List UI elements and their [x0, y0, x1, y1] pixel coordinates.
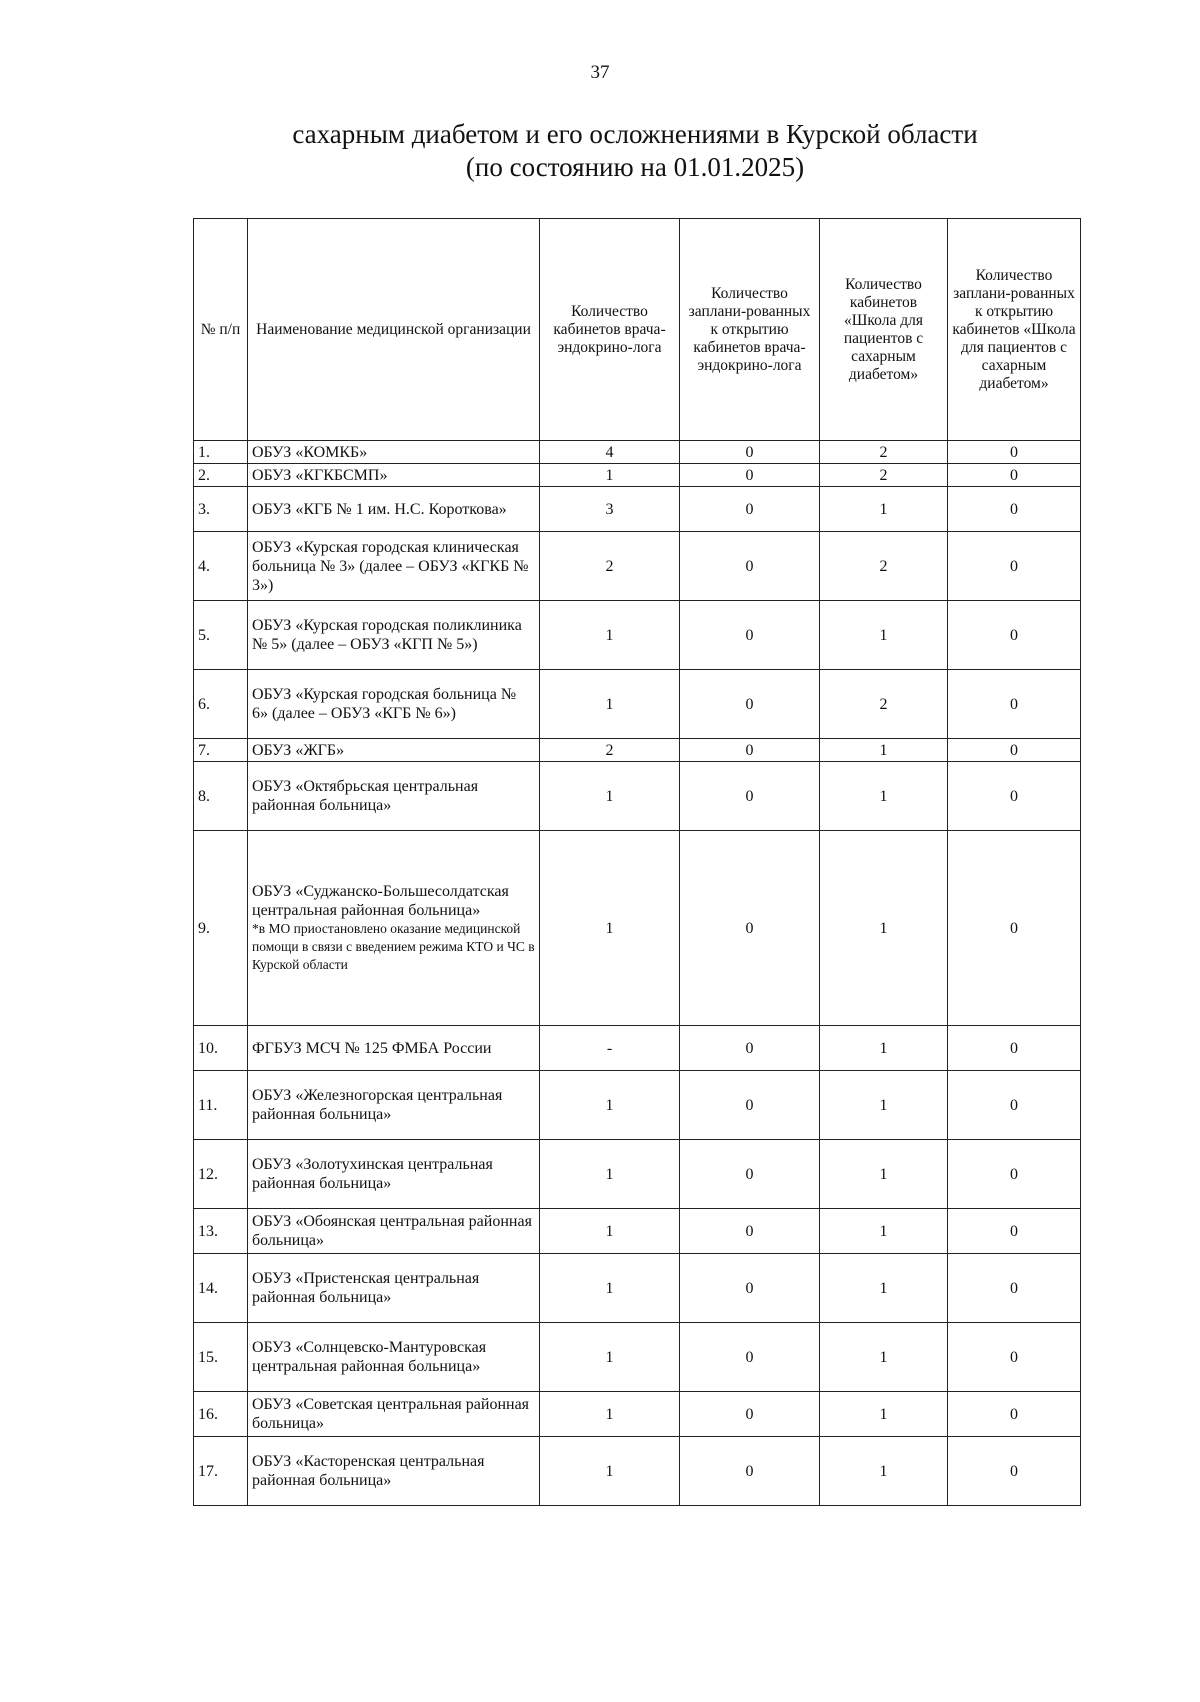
organization-name-cell [248, 1437, 540, 1506]
table-row [194, 441, 1081, 464]
row-number: 15. [194, 1323, 248, 1392]
medical-organizations-table [193, 218, 1081, 1506]
organization-name: ОБУЗ «Курская городская клиническая больница № 3» (далее – ОБУЗ «КГКБ № 3») [252, 538, 529, 594]
row-number: 11. [194, 1071, 248, 1140]
table-row [194, 1254, 1081, 1323]
header-planned-endocrinologist-rooms: Количество заплани-рованных к открытию кабинетов врача-эндокрино-лога [680, 219, 820, 441]
title-line-1: сахарным диабетом и его осложнениями в Курской области [292, 119, 978, 149]
row-number: 16. [194, 1392, 248, 1437]
organization-name: ОБУЗ «Октябрьская центральная районная больница» [252, 778, 479, 814]
organization-name-cell [248, 762, 540, 831]
value-cell-col2: 0 [680, 601, 820, 670]
row-number: 7. [194, 739, 248, 762]
value-cell-col4: 0 [948, 670, 1081, 739]
organization-name-cell [248, 1392, 540, 1437]
value-cell-col4: 0 [948, 739, 1081, 762]
header-num: № п/п [194, 219, 248, 441]
value-cell-col2: 0 [680, 1323, 820, 1392]
value-cell-col3: 2 [820, 670, 948, 739]
value-cell-col2: 0 [680, 1209, 820, 1254]
row-number: 10. [194, 1026, 248, 1071]
value-cell-col3: 1 [820, 831, 948, 1026]
value-cell-col4: 0 [948, 464, 1081, 487]
organization-note: *в МО приостановлено оказание медицинской помощи в связи с введением режима КТО и ЧС в Курской области [252, 921, 535, 972]
header-diabetes-school-rooms: Количество кабинетов «Школа для пациентов с сахарным диабетом» [820, 219, 948, 441]
organization-name: ОБУЗ «Советская центральная районная больница» [252, 1396, 530, 1432]
row-number: 17. [194, 1437, 248, 1506]
value-cell-col2: 0 [680, 1071, 820, 1140]
organization-name-cell [248, 532, 540, 601]
organization-name: ОБУЗ «Курская городская больница № 6» (далее – ОБУЗ «КГБ № 6») [252, 686, 517, 722]
value-cell-col2: 0 [680, 487, 820, 532]
value-cell-col3: 1 [820, 1071, 948, 1140]
organization-name-cell [248, 831, 540, 1026]
table-row [194, 464, 1081, 487]
value-cell-col3: 2 [820, 532, 948, 601]
value-cell-col1: 1 [540, 1209, 680, 1254]
table-row [194, 1140, 1081, 1209]
value-cell-col1: 1 [540, 1437, 680, 1506]
value-cell-col1: 1 [540, 1071, 680, 1140]
header-endocrinologist-rooms: Количество кабинетов врача-эндокрино-лога [540, 219, 680, 441]
row-number: 9. [194, 831, 248, 1026]
value-cell-col3: 1 [820, 1209, 948, 1254]
value-cell-col1: 1 [540, 1254, 680, 1323]
value-cell-col4: 0 [948, 1026, 1081, 1071]
value-cell-col1: 1 [540, 670, 680, 739]
organization-name-cell [248, 1140, 540, 1209]
organization-name: ОБУЗ «Обоянская центральная районная больница» [252, 1213, 532, 1249]
value-cell-col2: 0 [680, 1254, 820, 1323]
row-number: 1. [194, 441, 248, 464]
organization-name-cell [248, 487, 540, 532]
organization-name-cell [248, 601, 540, 670]
value-cell-col2: 0 [680, 739, 820, 762]
value-cell-col1: 1 [540, 601, 680, 670]
organization-name: ОБУЗ «Курская городская поликлиника № 5» (далее – ОБУЗ «КГП № 5») [252, 617, 522, 653]
value-cell-col1: 1 [540, 464, 680, 487]
value-cell-col3: 1 [820, 1392, 948, 1437]
table-row [194, 1437, 1081, 1506]
value-cell-col1: 4 [540, 441, 680, 464]
table-header-row [194, 219, 1081, 441]
organization-name-cell [248, 739, 540, 762]
organization-name-cell [248, 1209, 540, 1254]
value-cell-col2: 0 [680, 1026, 820, 1071]
organization-name: ОБУЗ «Касторенская центральная районная больница» [252, 1453, 485, 1489]
value-cell-col4: 0 [948, 762, 1081, 831]
table-row [194, 601, 1081, 670]
organization-name: ОБУЗ «Пристенская центральная районная больница» [252, 1270, 480, 1306]
value-cell-col3: 1 [820, 601, 948, 670]
row-number: 4. [194, 532, 248, 601]
organization-name: ОБУЗ «Железногорская центральная районная больница» [252, 1087, 503, 1123]
value-cell-col1: 1 [540, 1392, 680, 1437]
value-cell-col1: 2 [540, 532, 680, 601]
row-number: 14. [194, 1254, 248, 1323]
organization-name: ОБУЗ «ЖГБ» [252, 741, 345, 759]
row-number: 8. [194, 762, 248, 831]
value-cell-col4: 0 [948, 1437, 1081, 1506]
page-number: 37 [590, 62, 610, 83]
table-body [194, 441, 1081, 1506]
value-cell-col4: 0 [948, 1254, 1081, 1323]
value-cell-col4: 0 [948, 1392, 1081, 1437]
value-cell-col2: 0 [680, 532, 820, 601]
value-cell-col2: 0 [680, 1437, 820, 1506]
value-cell-col3: 1 [820, 1254, 948, 1323]
value-cell-col1: 1 [540, 762, 680, 831]
value-cell-col4: 0 [948, 831, 1081, 1026]
table-row [194, 1026, 1081, 1071]
value-cell-col2: 0 [680, 464, 820, 487]
value-cell-col2: 0 [680, 1140, 820, 1209]
value-cell-col2: 0 [680, 831, 820, 1026]
row-number: 3. [194, 487, 248, 532]
organization-name: ОБУЗ «КОМКБ» [252, 443, 368, 461]
table-row [194, 762, 1081, 831]
value-cell-col4: 0 [948, 441, 1081, 464]
value-cell-col1: 2 [540, 739, 680, 762]
organization-name-cell [248, 670, 540, 739]
value-cell-col4: 0 [948, 487, 1081, 532]
value-cell-col2: 0 [680, 762, 820, 831]
table-row [194, 1071, 1081, 1140]
value-cell-col4: 0 [948, 1323, 1081, 1392]
table-row [194, 1209, 1081, 1254]
row-number: 12. [194, 1140, 248, 1209]
value-cell-col1: - [540, 1026, 680, 1071]
value-cell-col1: 1 [540, 1323, 680, 1392]
table-row [194, 487, 1081, 532]
organization-name-cell [248, 1071, 540, 1140]
value-cell-col1: 3 [540, 487, 680, 532]
organization-name: ОБУЗ «Солнцевско-Мантуровская центральная районная больница» [252, 1339, 487, 1375]
organization-name-cell [248, 441, 540, 464]
value-cell-col3: 1 [820, 739, 948, 762]
value-cell-col4: 0 [948, 1209, 1081, 1254]
table-row [194, 1392, 1081, 1437]
page-title [0, 118, 1200, 184]
value-cell-col3: 1 [820, 487, 948, 532]
organization-name: ОБУЗ «КГБ № 1 им. Н.С. Короткова» [252, 500, 507, 518]
table-row [194, 1323, 1081, 1392]
value-cell-col1: 1 [540, 831, 680, 1026]
value-cell-col3: 1 [820, 1437, 948, 1506]
value-cell-col4: 0 [948, 1071, 1081, 1140]
table-row [194, 670, 1081, 739]
organization-name-cell [248, 1323, 540, 1392]
value-cell-col2: 0 [680, 441, 820, 464]
table-row [194, 532, 1081, 601]
organization-name-cell [248, 464, 540, 487]
value-cell-col4: 0 [948, 1140, 1081, 1209]
row-number: 5. [194, 601, 248, 670]
value-cell-col3: 1 [820, 1323, 948, 1392]
value-cell-col4: 0 [948, 532, 1081, 601]
organization-name: ОБУЗ «Суджанско-Большесолдатская центральная районная больница» [252, 883, 509, 919]
table-row [194, 831, 1081, 1026]
value-cell-col1: 1 [540, 1140, 680, 1209]
organization-name-cell [248, 1026, 540, 1071]
value-cell-col3: 2 [820, 441, 948, 464]
value-cell-col2: 0 [680, 1392, 820, 1437]
header-name: Наименование медицинской организации [248, 219, 540, 441]
value-cell-col2: 0 [680, 670, 820, 739]
value-cell-col4: 0 [948, 601, 1081, 670]
value-cell-col3: 1 [820, 1140, 948, 1209]
header-planned-diabetes-school-rooms: Количество заплани-рованных к открытию кабинетов «Школа для пациентов с сахарным диабетом» [948, 219, 1081, 441]
row-number: 6. [194, 670, 248, 739]
organization-name-cell [248, 1254, 540, 1323]
table-row [194, 739, 1081, 762]
row-number: 2. [194, 464, 248, 487]
organization-name: ОБУЗ «Золотухинская центральная районная больница» [252, 1156, 493, 1192]
value-cell-col3: 1 [820, 1026, 948, 1071]
value-cell-col3: 2 [820, 464, 948, 487]
organization-name: ОБУЗ «КГКБСМП» [252, 466, 388, 484]
value-cell-col3: 1 [820, 762, 948, 831]
row-number: 13. [194, 1209, 248, 1254]
title-line-2: (по состоянию на 01.01.2025) [465, 152, 805, 182]
organization-name: ФГБУЗ МСЧ № 125 ФМБА России [252, 1039, 492, 1057]
